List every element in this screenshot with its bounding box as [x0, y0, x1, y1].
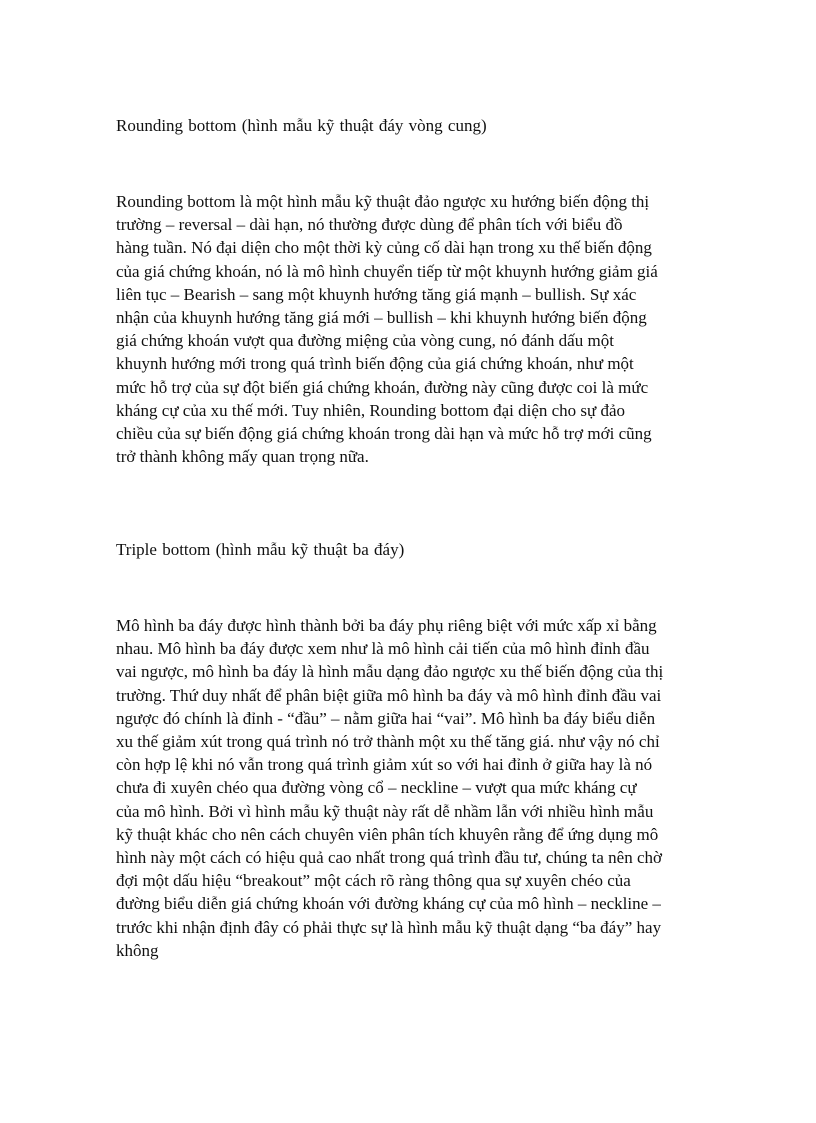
text-line: không — [116, 940, 159, 960]
text-line: trường. Thứ duy nhất để phân biệt giữa mô hình ba đáy và mô hình đỉnh đầu vai — [116, 685, 662, 705]
text-line: chưa đi xuyên chéo qua đường vòng cổ – neckline – vượt qua mức kháng cự — [116, 778, 637, 798]
text-line: kháng cự của xu thế mới. Tuy nhiên, Rounding bottom đại diện cho sự đảo — [116, 400, 626, 420]
text-line: khuynh hướng mới trong quá trình biến động của giá chứng khoán, như một — [116, 354, 634, 374]
paragraph-triple-bottom — [116, 614, 663, 962]
text-line: của giá chứng khoán, nó là mô hình chuyển tiếp từ một khuynh hướng giảm giá — [116, 261, 658, 281]
section-heading-triple-bottom: Triple bottom (hình mẫu kỹ thuật ba đáy) — [116, 540, 405, 559]
text-line: trở thành không mấy quan trọng nữa. — [116, 447, 369, 467]
text-line: ngược đó chính là đỉnh - “đầu” – nằm giữa hai “vai”. Mô hình ba đáy biểu diễn — [116, 708, 656, 728]
text-line: xu thế giảm xút trong quá trình nó trở thành một xu thế tăng giá. như vậy nó chỉ — [116, 732, 660, 752]
text-line: nhận của khuynh hướng tăng giá mới – bullish – khi khuynh hướng biến động — [116, 308, 647, 328]
text-line: của mô hình. Bởi vì hình mẫu kỹ thuật này rất dễ nhầm lẫn với nhiều hình mẫu — [116, 801, 654, 821]
text-line: chiều của sự biến động giá chứng khoán trong dài hạn và mức hỗ trợ mới cũng — [116, 424, 652, 444]
text-line: trước khi nhận định đây có phải thực sự là hình mẫu kỹ thuật dạng “ba đáy” hay — [116, 917, 662, 937]
text-line: liên tục – Bearish – sang một khuynh hướng tăng giá mạnh – bullish. Sự xác — [116, 284, 637, 304]
text-line: giá chứng khoán vượt qua đường miệng của vòng cung, nó đánh dấu một — [116, 331, 614, 351]
text-line: còn hợp lệ khi nó vẫn trong quá trình giảm xút so với hai đỉnh ở giữa hay là nó — [116, 755, 653, 775]
text-line: vai ngược, mô hình ba đáy là hình mẫu dạng đảo ngược xu thế biến động của thị — [116, 662, 664, 682]
text-line: hình này một cách có hiệu quả cao nhất trong quá trình đầu tư, chúng ta nên chờ — [116, 848, 662, 868]
text-line: mức hỗ trợ của sự đột biến giá chứng khoán, đường này cũng được coi là mức — [116, 377, 649, 397]
text-line: đợi một dấu hiệu “breakout” một cách rõ ràng thông qua sự xuyên chéo của — [116, 871, 631, 891]
section-heading-rounding-bottom: Rounding bottom (hình mẫu kỹ thuật đáy vòng cung) — [116, 116, 487, 135]
paragraph-rounding-bottom — [116, 190, 658, 468]
text-line: Mô hình ba đáy được hình thành bởi ba đáy phụ riêng biệt với mức xấp xỉ bằng — [116, 616, 657, 635]
text-line: nhau. Mô hình ba đáy được xem như là mô hình cải tiến của mô hình đỉnh đầu — [116, 639, 650, 659]
text-line: hàng tuần. Nó đại diện cho một thời kỳ củng cố dài hạn trong xu thế biến động — [116, 238, 652, 258]
text-line: trường – reversal – dài hạn, nó thường được dùng để phân tích với biểu đồ — [116, 215, 623, 235]
text-line: Rounding bottom là một hình mẫu kỹ thuật đảo ngược xu hướng biến động thị — [116, 192, 650, 211]
text-line: đường biểu diễn giá chứng khoán với đường kháng cự của mô hình – neckline – — [116, 894, 661, 914]
text-line: kỹ thuật khác cho nên cách chuyên viên phân tích khuyên rằng để ứng dụng mô — [116, 824, 659, 844]
